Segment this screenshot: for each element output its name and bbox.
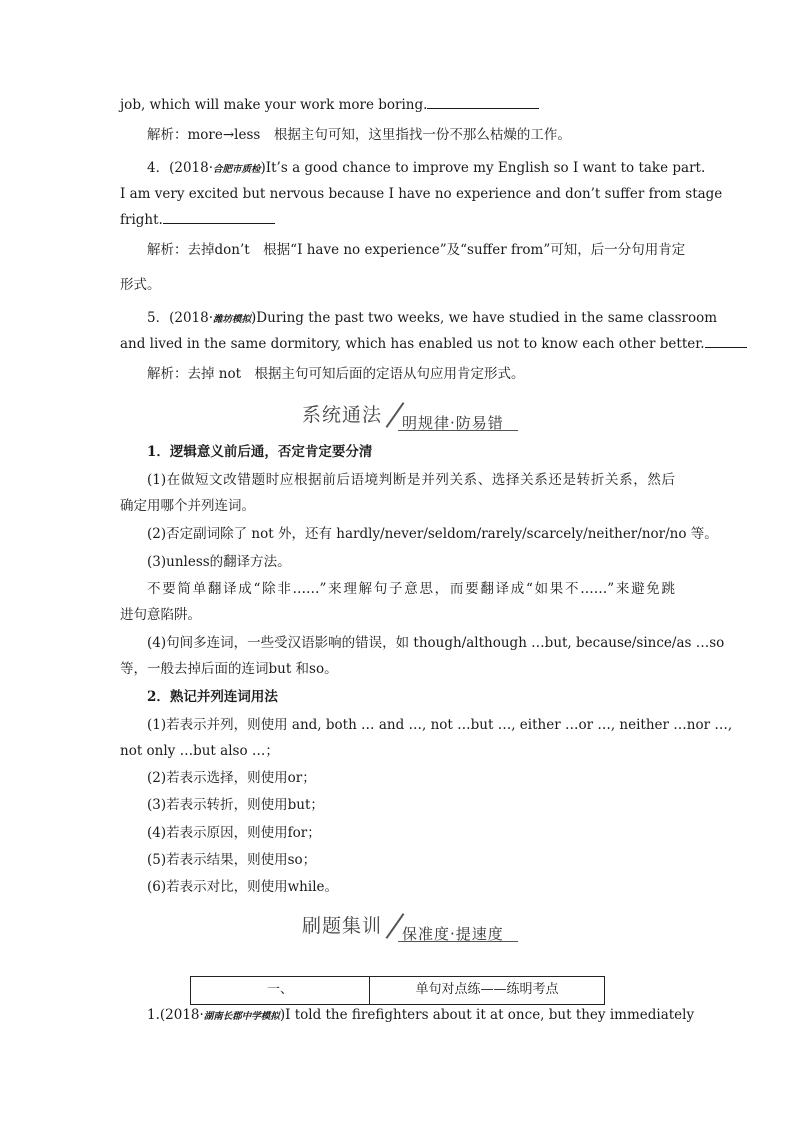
section-table [190,976,605,1005]
banner-title: 刷题集训 [302,915,383,937]
text-line: (3)unless的翻译方法。 [147,554,291,570]
answer-blank[interactable] [163,211,275,224]
text-line: (3)若表示转折，则使用but； [147,797,324,813]
text-line: (2)若表示选择，则使用or； [147,770,316,786]
text-line: 等，一般去掉后面的连词but 和so。 [120,661,338,677]
text-line: and lived in the same dormitory, which has enabled us not to know each other better. [120,335,675,353]
section-heading: 1．逻辑意义前后通，否定肯定要分清 [147,444,373,460]
analysis-line: 解析：去掉 not 根据主句可知后面的定语从句应用肯定形式。 [147,366,525,382]
text-line: (4)若表示原因，则使用for； [147,825,321,841]
question-5: 5．(2018·潍坊模拟)During the past two weeks, we have studied in the same classroom [147,310,718,326]
text-line: 确定用哪个并列连词。 [120,498,255,514]
text-line: (4)句间多连词，一些受汉语影响的错误，如 though/although …but, because/since/as …so [147,635,725,651]
analysis-line: 解析：more→less 根据主句可知，这里指找一份不那么枯燥的工作。 [147,127,571,143]
table-cell-number: 一、 [191,977,370,1004]
answer-blank[interactable] [427,96,539,109]
text-line: job, which will make your work more boring. [120,96,648,114]
text-line: (5)若表示结果，则使用so； [147,852,317,868]
table-cell-title: 单句对点练——练明考点 [415,982,559,997]
text-line: 形式。 [120,277,161,293]
text-line: 不要简单翻译成“除非……”来理解句子意思，而要翻译成“如果不……”来避免跳 [147,581,675,597]
analysis-line: 解析：去掉don’t 根据“I have no experience”及“suffer from”可知，后一分句用肯定 [147,242,686,258]
banner-title: 系统通法 [302,404,383,426]
banner-subtitle: 保准度·提速度 [402,925,504,943]
answer-blank[interactable] [705,335,747,348]
banner-subtitle: 明规律·防易错 [402,414,504,432]
section-heading: 2．熟记并列连词用法 [147,689,278,705]
text-line: (1)在做短文改错题时应根据前后语境判断是并列关系、选择关系还是转折关系，然后 [147,472,675,488]
text-line: (2)否定副词除了 not 外，还有 hardly/never/seldom/rarely/scarcely/neither/nor/no 等。 [147,526,718,542]
question-1: 1.(2018·湖南长郡中学模拟)I told the firefighters about it at once, but they immediately [147,1007,695,1023]
text-line: not only …but also …； [120,743,279,759]
section-banner-method [302,400,522,440]
text-line: 进句意陷阱。 [120,607,201,623]
text-line: (1)若表示并列，则使用 and, both … and …, not …but …, either …or …, neither …nor …, [147,717,733,733]
question-4: 4．(2018·合肥市质检)It’s a good chance to improve my English so I want to take part. [147,160,706,176]
section-banner-practice [302,911,522,951]
text-line: I am very excited but nervous because I have no experience and don’t suffer from stage [120,186,723,202]
text-line: (6)若表示对比，则使用while。 [147,879,338,895]
text-line: fright. [120,211,675,229]
